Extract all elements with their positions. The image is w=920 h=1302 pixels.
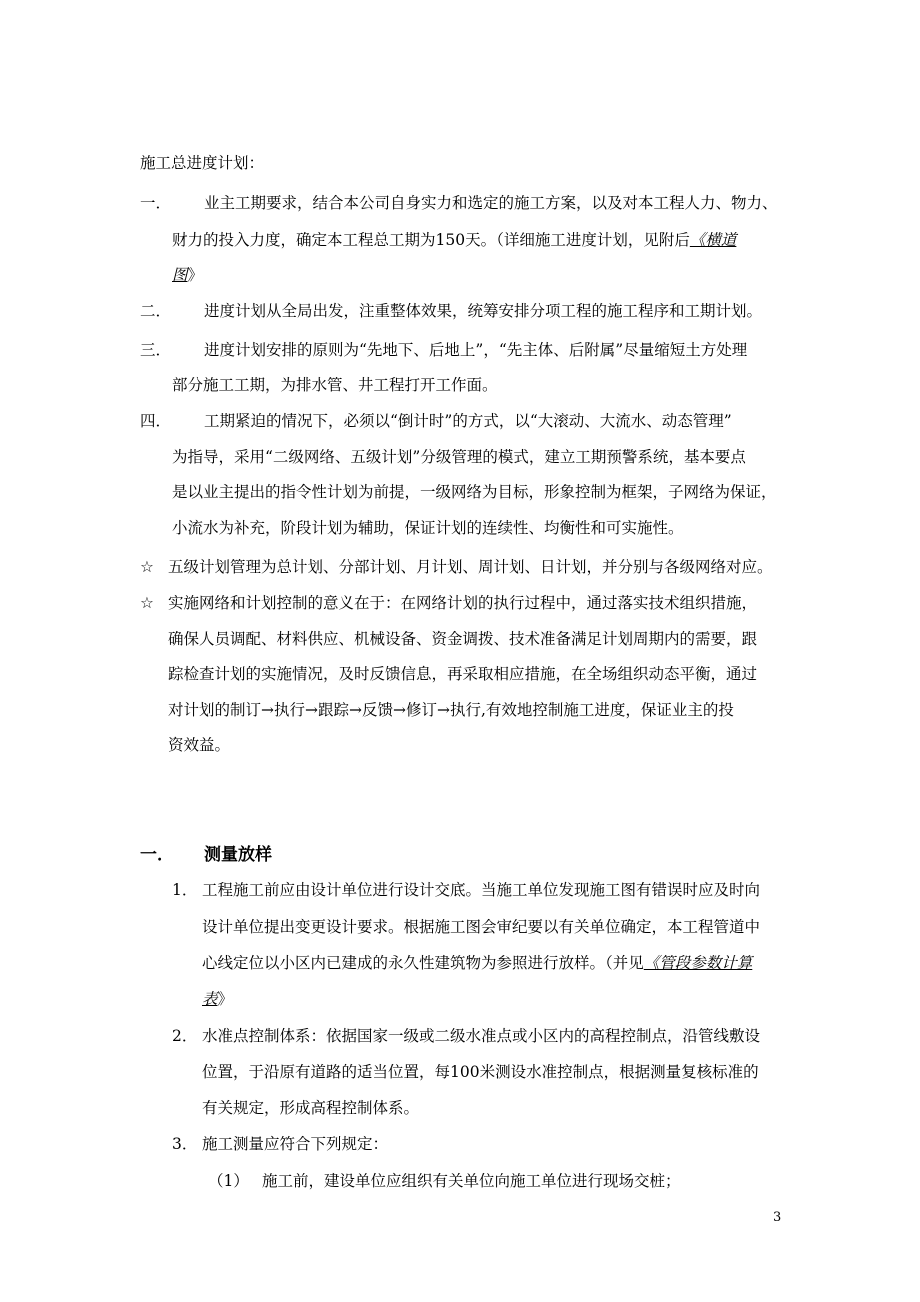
item-text: 是以业主提出的指令性计划为前提，一级网络为目标，形象控制为框架，子网络为保证，	[172, 483, 777, 501]
item-text: 业主工期要求，结合本公司自身实力和选定的施工方案，以及对本工程人力、物力、	[204, 194, 778, 212]
point-text: 水准点控制体系：依据国家一级或二级水准点或小区内的高程控制点，沿管线敷设	[202, 1027, 761, 1045]
point-text: 有关规定，形成高程控制体系。	[202, 1099, 420, 1117]
intro-title: 施工总进度计划：	[140, 154, 265, 172]
star-text: 踪检查计划的实施情况，及时反馈信息，再采取相应措施，在全场组织动态平衡，通过	[168, 665, 758, 683]
item-text: 图》	[172, 266, 204, 284]
item-text: 进度计划从全局出发，注重整体效果，统筹安排分项工程的施工程序和工期计划。	[204, 302, 763, 320]
star-bullet: ☆	[140, 594, 154, 612]
point-text: 表》	[202, 990, 234, 1008]
pipe-parameter-table-reference-cont[interactable]: 表	[202, 990, 218, 1008]
item-text: 工期紧迫的情况下，必须以“倒计时”的方式，以“大滚动、大流水、动态管理”	[204, 412, 732, 430]
gantt-chart-reference[interactable]: 《横道	[689, 231, 737, 249]
pipe-parameter-table-reference[interactable]: 《管段参数计算	[643, 954, 753, 972]
page-number: 3	[773, 1210, 782, 1225]
item-marker: 三．	[140, 341, 172, 359]
item-text: 进度计划安排的原则为“先地下、后地上”，“先主体、后附属”尽量缩短土方处理	[204, 341, 748, 359]
point-text: 位置，于沿原有道路的适当位置，每100米测设水准控制点，根据测量复核标准的	[202, 1063, 759, 1081]
item-text: 部分施工工期，为排水管、井工程打开工作面。	[172, 376, 498, 394]
subpoint-marker: （1）	[208, 1172, 249, 1190]
star-text: 五级计划管理为总计划、分部计划、月计划、周计划、日计划，并分别与各级网络对应。	[168, 558, 773, 576]
item-marker: 一．	[140, 194, 172, 212]
item-text: 财力的投入力度，确定本工程总工期为150天。（详细施工进度计划，见附后《横道	[172, 231, 737, 249]
point-text: 施工测量应符合下列规定：	[202, 1135, 389, 1153]
star-text: 对计划的制订→执行→跟踪→反馈→修订→执行,有效地控制施工进度，保证业主的投	[168, 701, 734, 719]
item-marker: 二．	[140, 302, 172, 320]
point-text: 心线定位以小区内已建成的永久性建筑物为参照进行放样。（并见《管段参数计算	[202, 954, 753, 972]
item-text: 小流水为补充，阶段计划为辅助，保证计划的连续性、均衡性和可实施性。	[172, 519, 684, 537]
subpoint-text: 施工前，建设单位应组织有关单位向施工单位进行现场交桩；	[262, 1172, 681, 1190]
star-text: 确保人员调配、材料供应、机械设备、资金调拨、技术准备满足计划周期内的需要，跟	[168, 630, 758, 648]
star-bullet: ☆	[140, 558, 154, 576]
star-text: 实施网络和计划控制的意义在于：在网络计划的执行过程中，通过落实技术组织措施，	[168, 594, 758, 612]
item-text: 为指导，采用“二级网络、五级计划”分级管理的模式，建立工期预警系统，基本要点	[172, 448, 746, 466]
point-marker: 1．	[172, 881, 198, 899]
star-text: 资效益。	[168, 736, 231, 754]
point-text: 工程施工前应由设计单位进行设计交底。当施工单位发现施工图有错误时应及时向	[202, 881, 761, 899]
point-marker: 2．	[172, 1027, 198, 1045]
item-marker: 四．	[140, 412, 172, 430]
section-title: 测量放样	[204, 845, 272, 865]
section-marker: 一．	[140, 845, 174, 865]
point-marker: 3．	[172, 1135, 198, 1153]
point-text: 设计单位提出变更设计要求。根据施工图会审纪要以有关单位确定，本工程管道中	[202, 918, 761, 936]
gantt-chart-reference-cont[interactable]: 图	[172, 266, 188, 284]
